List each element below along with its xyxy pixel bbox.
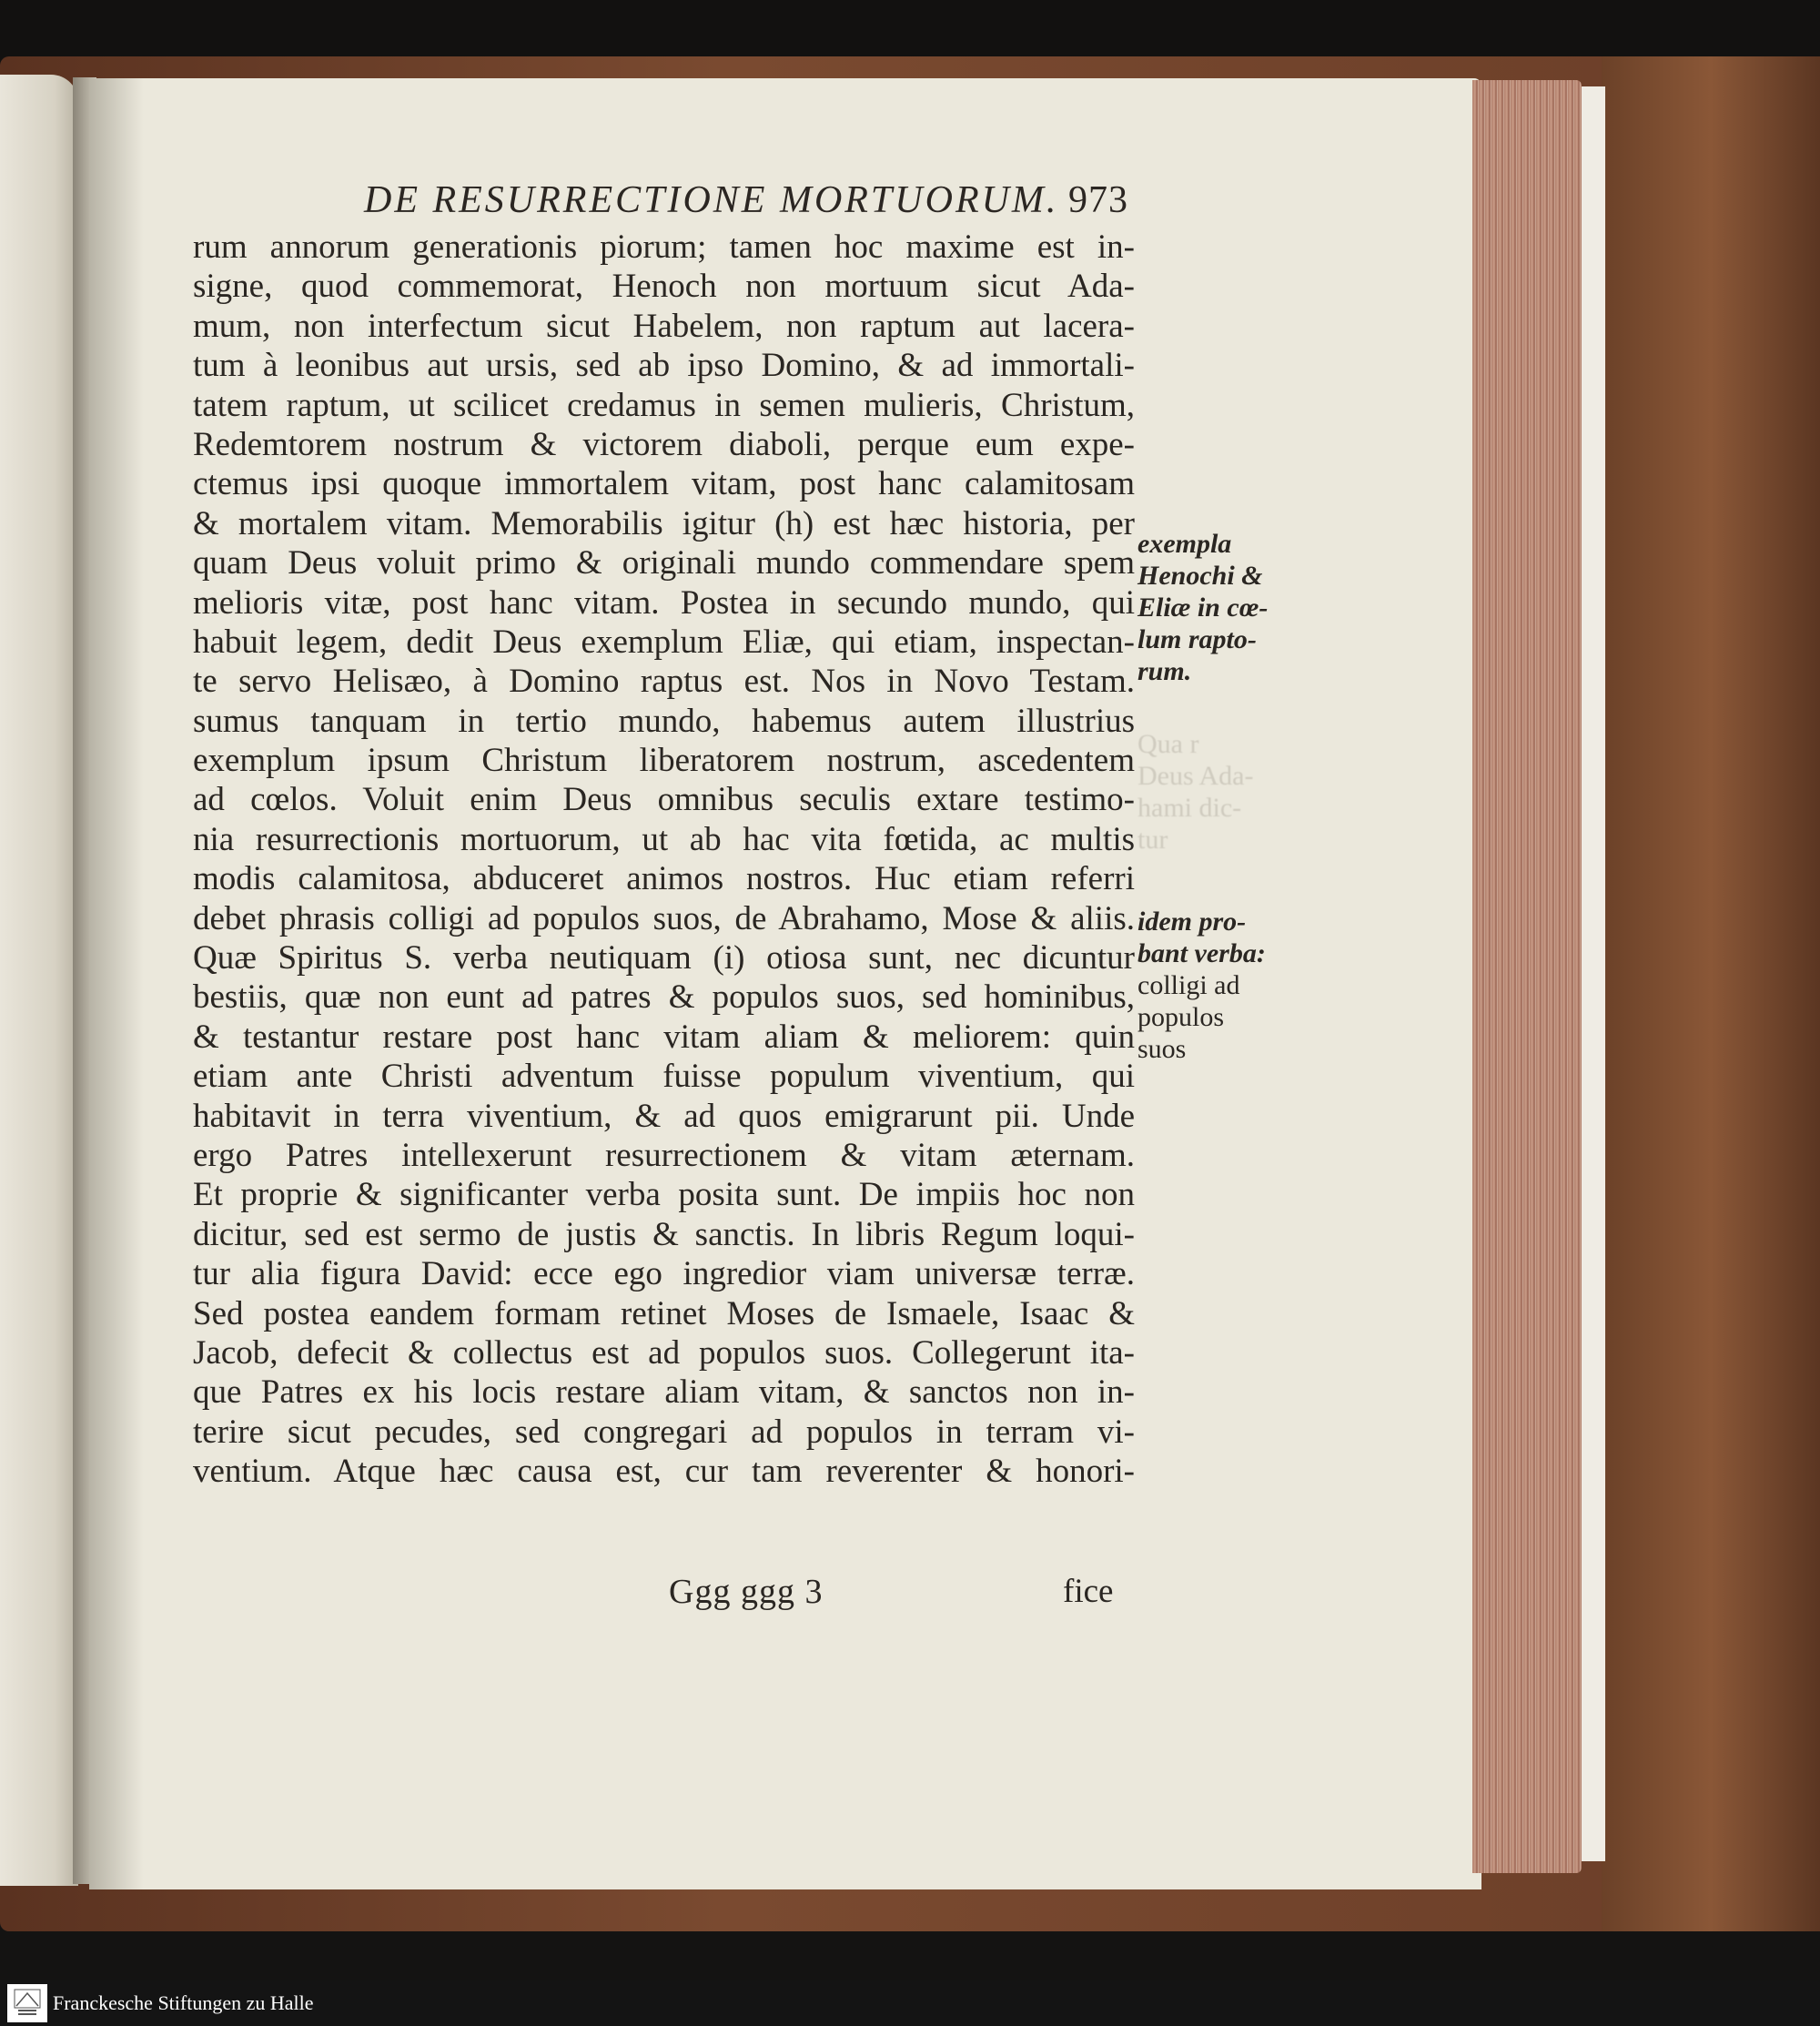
bleed-through-text — [1138, 728, 1253, 856]
text-line: rum annorum generationis piorum; tamen hoc maxime est in- — [193, 228, 1135, 266]
running-head — [364, 178, 1128, 226]
institution-logo[interactable] — [7, 1984, 47, 2022]
text-line: ad cœlos. Voluit enim Deus omnibus seculis extare testimo- — [193, 781, 1135, 819]
signature-mark: Ggg ggg 3 — [669, 1573, 824, 1611]
page-number: 973 — [1068, 179, 1128, 221]
text-line: mum, non interfectum sicut Habelem, non raptum aut lacera- — [193, 307, 1135, 345]
marginal-note-line: rum. — [1138, 656, 1192, 686]
text-line: quam Deus voluit primo & originali mundo commendare spem — [193, 544, 1135, 582]
text-line: habuit legem, dedit Deus exemplum Eliæ, qui etiam, inspectan- — [193, 623, 1135, 661]
text-line: te servo Helisæo, à Domino raptus est. Nos in Novo Testam. — [193, 663, 1135, 701]
logo-emblem-icon — [9, 1986, 46, 2021]
marginal-note-line: lum rapto- — [1138, 624, 1257, 654]
marginal-note-line: hami dic- — [1138, 793, 1242, 823]
text-line: Et proprie & significanter verba posita sunt. De impiis hoc non — [193, 1176, 1135, 1214]
text-line: nia resurrectionis mortuorum, ut ab hac vita fœtida, ac multis — [193, 820, 1135, 858]
text-line: Jacob, defecit & collectus est ad populos suos. Collegerunt ita- — [193, 1333, 1135, 1372]
footer-bar — [0, 1980, 1820, 2026]
marginal-note-line: suos — [1138, 1034, 1187, 1064]
marginal-note-line: Deus Ada- — [1138, 761, 1254, 791]
text-line: ventium. Atque hæc causa est, cur tam reverenter & honori- — [193, 1453, 1135, 1491]
text-line: signe, quod commemorat, Henoch non mortuum sicut Ada- — [193, 268, 1135, 306]
marginal-note-line: colligi ad — [1138, 970, 1240, 1000]
text-line: que Patres ex his locis restare aliam vitam, & sanctos non in- — [193, 1373, 1135, 1412]
marginal-note-enoch-elijah — [1138, 528, 1268, 687]
marginal-note-line: Eliæ in cœ- — [1138, 593, 1269, 623]
text-line: exemplum ipsum Christum liberatorem nostrum, ascedentem — [193, 742, 1135, 780]
marginal-note-line: idem pro- — [1138, 907, 1247, 937]
text-line: dicitur, sed est sermo de justis & sanctis. In libris Regum loqui- — [193, 1215, 1135, 1253]
running-head-title: DE RESURRECTIONE MORTUORUM. — [364, 179, 1059, 221]
text-line: ergo Patres intellexerunt resurrectionem & vitam æternam. — [193, 1136, 1135, 1174]
main-text-block — [193, 228, 1135, 1492]
text-line: tum à leonibus aut ursis, sed ab ipso Domino, & ad immortali- — [193, 347, 1135, 385]
institution-name[interactable]: Franckesche Stiftungen zu Halle — [53, 1991, 314, 2014]
marginal-note-line: exempla — [1138, 529, 1232, 559]
text-line: terire sicut pecudes, sed congregari ad populos in terram vi- — [193, 1413, 1135, 1451]
book-cover-right — [1602, 56, 1820, 1931]
text-line: Quæ Spiritus S. verba neutiquam (i) otiosa sunt, nec dicuntur — [193, 939, 1135, 978]
text-line: Redemtorem nostrum & victorem diaboli, perque eum expe- — [193, 425, 1135, 463]
text-line: debet phrasis colligi ad populos suos, de Abrahamo, Mose & aliis. — [193, 899, 1135, 937]
text-line: etiam ante Christi adventum fuisse populum viventium, qui — [193, 1058, 1135, 1096]
marginal-note-line: bant verba: — [1138, 938, 1266, 968]
text-line: bestiis, quæ non eunt ad patres & populos suos, sed hominibus, — [193, 978, 1135, 1017]
text-line: & testantur restare post hanc vitam aliam & meliorem: quin — [193, 1018, 1135, 1056]
text-line: & mortalem vitam. Memorabilis igitur (h) est hæc historia, per — [193, 504, 1135, 542]
marginal-note-line: tur — [1138, 825, 1168, 855]
marginal-note-line: populos — [1138, 1002, 1225, 1032]
text-line: melioris vitæ, post hanc vitam. Postea in secundo mundo, qui — [193, 583, 1135, 622]
text-line: sumus tanquam in tertio mundo, habemus autem illustrius — [193, 702, 1135, 740]
text-line: tatem raptum, ut scilicet credamus in semen mulieris, Christum, — [193, 386, 1135, 424]
left-page-edge — [0, 75, 78, 1886]
marginal-note-line: Henochi & — [1138, 561, 1263, 591]
text-line: Sed postea eandem formam retinet Moses de Ismaele, Isaac & — [193, 1294, 1135, 1332]
marginal-note-colligi — [1138, 906, 1266, 1065]
marginal-note-line: Qua r — [1138, 729, 1199, 759]
text-line: tur alia figura David: ecce ego ingredior viam universæ terræ. — [193, 1255, 1135, 1293]
text-line: ctemus ipsi quoque immortalem vitam, post hanc calamitosam — [193, 465, 1135, 503]
page-shadow — [89, 78, 144, 1889]
catchword: fice — [1063, 1573, 1114, 1610]
page-fore-edge — [1472, 80, 1582, 1873]
text-line: modis calamitosa, abduceret animos nostros. Huc etiam referri — [193, 860, 1135, 898]
text-line: habitavit in terra viventium, & ad quos emigrarunt pii. Unde — [193, 1097, 1135, 1135]
endpaper — [1582, 86, 1605, 1861]
